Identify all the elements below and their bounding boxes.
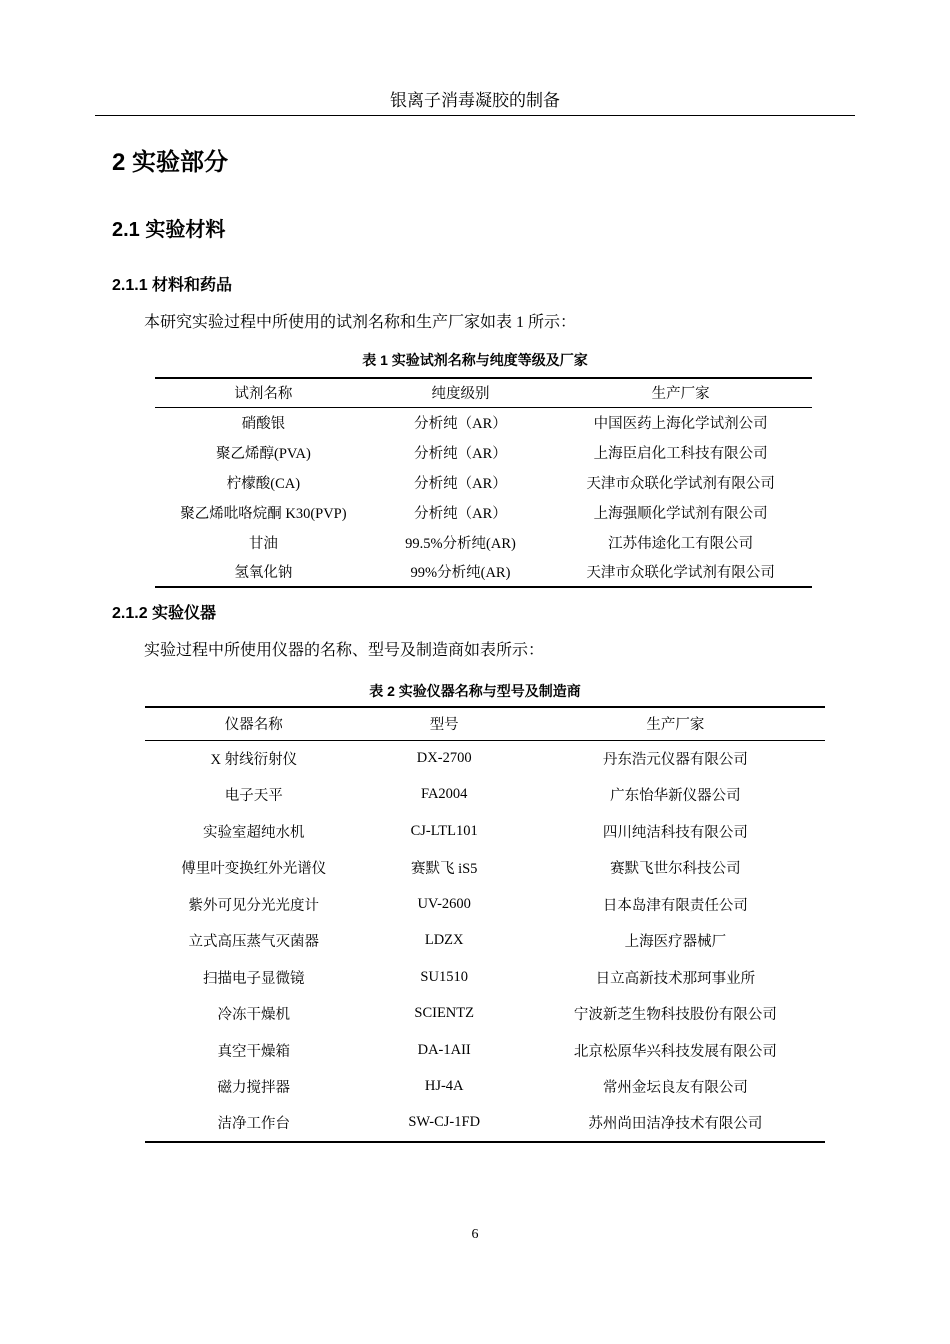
table-cell: 分析纯（AR） (414, 415, 507, 432)
table-row (145, 813, 825, 850)
table-row (145, 1105, 825, 1142)
table-cell: 赛默飞 iS5 (410, 861, 478, 878)
table-row (155, 437, 812, 467)
instruments-intro-paragraph: 实验过程中所使用仪器的名称、型号及制造商如表所示： (144, 642, 545, 659)
table-row (145, 996, 825, 1033)
table-cell: 聚乙烯吡咯烷酮 K30(PVP) (180, 505, 347, 522)
table-cell: 上海医疗器械厂 (624, 934, 727, 951)
table-row (145, 777, 825, 814)
table-cell: 立式高压蒸气灭菌器 (188, 934, 320, 951)
table-cell: 甘油 (248, 535, 278, 552)
table-row (155, 467, 812, 497)
table-cell: 中国医药上海化学试剂公司 (593, 415, 768, 432)
materials-intro-paragraph: 本研究实验过程中所使用的试剂名称和生产厂家如表 1 所示： (144, 314, 577, 331)
table-cell: 冷冻干燥机 (217, 1007, 291, 1024)
table-cell: 氢氧化钠 (234, 565, 293, 581)
reagents-table-header-row (155, 378, 812, 407)
materials-heading: 2.1.1 材料和药品 (112, 277, 233, 294)
table-row (145, 850, 825, 887)
table-cell: 柠檬酸(CA) (226, 475, 301, 492)
table-cell: 常州金坛良友有限公司 (602, 1080, 748, 1097)
table-cell: CJ-LTL101 (410, 822, 478, 839)
table-cell: 分析纯（AR） (414, 475, 507, 492)
table-cell: 上海臣启化工科技有限公司 (593, 445, 768, 462)
table-row (145, 1032, 825, 1069)
reagents-table (155, 377, 812, 588)
table-cell: 赛默飞世尔科技公司 (610, 861, 741, 878)
reagents-table-caption: 表 1 实验试剂名称与纯度等级及厂家 (362, 352, 588, 368)
table-cell: 苏州尚田洁净技术有限公司 (588, 1116, 763, 1133)
table-cell: 天津市众联化学试剂有限公司 (586, 475, 775, 492)
table-cell: 分析纯（AR） (414, 505, 507, 522)
chapter-heading: 2 实验部分 (112, 149, 229, 176)
table-cell: 实验室超纯水机 (203, 824, 305, 841)
table-cell: UV-2600 (417, 895, 471, 912)
table-cell: SCIENTZ (414, 1005, 474, 1022)
table-cell: 北京松原华兴科技发展有限公司 (573, 1043, 777, 1060)
table-cell: FA2004 (420, 786, 468, 803)
table-cell: 硝酸银 (241, 415, 286, 432)
instruments-header-manufacturer: 生产厂家 (526, 707, 825, 740)
instruments-table (145, 706, 825, 1143)
table-row (155, 557, 812, 587)
running-header-title: 银离子消毒凝胶的制备 (390, 91, 560, 110)
table-cell: 丹东浩元仪器有限公司 (602, 752, 748, 768)
table-row (155, 407, 812, 437)
table-cell: 上海强顺化学试剂有限公司 (593, 505, 768, 522)
table-cell: 洁净工作台 (217, 1116, 291, 1133)
table-cell: 天津市众联化学试剂有限公司 (586, 565, 775, 581)
instruments-heading: 2.1.2 实验仪器 (112, 605, 217, 622)
instruments-table-caption: 表 2 实验仪器名称与型号及制造商 (369, 683, 581, 699)
table-cell: 傅里叶变换红外光谱仪 (181, 861, 327, 878)
table-cell: 分析纯（AR） (414, 445, 507, 462)
table-cell: 真空干燥箱 (217, 1043, 291, 1060)
table-cell: 宁波新芝生物科技股份有限公司 (573, 1007, 777, 1024)
header-rule (95, 115, 855, 116)
table-cell: 聚乙烯醇(PVA) (216, 445, 311, 462)
table-cell: SU1510 (420, 968, 468, 985)
table-cell: 四川纯洁科技有限公司 (602, 824, 748, 841)
table-cell: 扫描电子显微镜 (203, 970, 305, 987)
table-cell: 日立高新技术那珂事业所 (595, 970, 756, 987)
table-cell: LDZX (424, 932, 464, 949)
table-row (145, 923, 825, 960)
table-row (155, 527, 812, 557)
table-row (145, 1069, 825, 1106)
reagents-header-name: 试剂名称 (155, 378, 372, 407)
table-row (145, 886, 825, 923)
table-cell: 99.5%分析纯(AR) (405, 535, 516, 552)
table-cell: X 射线衍射仪 (210, 752, 298, 768)
table-cell: 广东怡华新仪器公司 (610, 788, 741, 805)
table-cell: DA-1AII (417, 1041, 471, 1058)
table-cell: 99%分析纯(AR) (410, 565, 511, 581)
table-cell: 江苏伟途化工有限公司 (608, 535, 754, 552)
reagents-header-manufacturer: 生产厂家 (549, 378, 812, 407)
table-cell: 电子天平 (224, 788, 283, 805)
table-cell: 磁力搅拌器 (217, 1080, 291, 1097)
reagents-header-purity: 纯度级别 (372, 378, 549, 407)
instruments-table-header-row (145, 707, 825, 740)
table-row (155, 497, 812, 527)
table-cell: SW-CJ-1FD (408, 1114, 481, 1131)
instruments-header-model: 型号 (363, 707, 526, 740)
page-number: 6 (471, 1226, 479, 1242)
table-cell: 日本岛津有限责任公司 (602, 897, 748, 914)
table-cell: HJ-4A (424, 1078, 464, 1095)
instruments-header-name: 仪器名称 (145, 707, 363, 740)
table-row (145, 959, 825, 996)
table-cell: 紫外可见分光光度计 (188, 897, 320, 914)
table-row (145, 740, 825, 777)
section-heading: 2.1 实验材料 (112, 219, 226, 241)
table-cell: DX-2700 (416, 750, 472, 766)
